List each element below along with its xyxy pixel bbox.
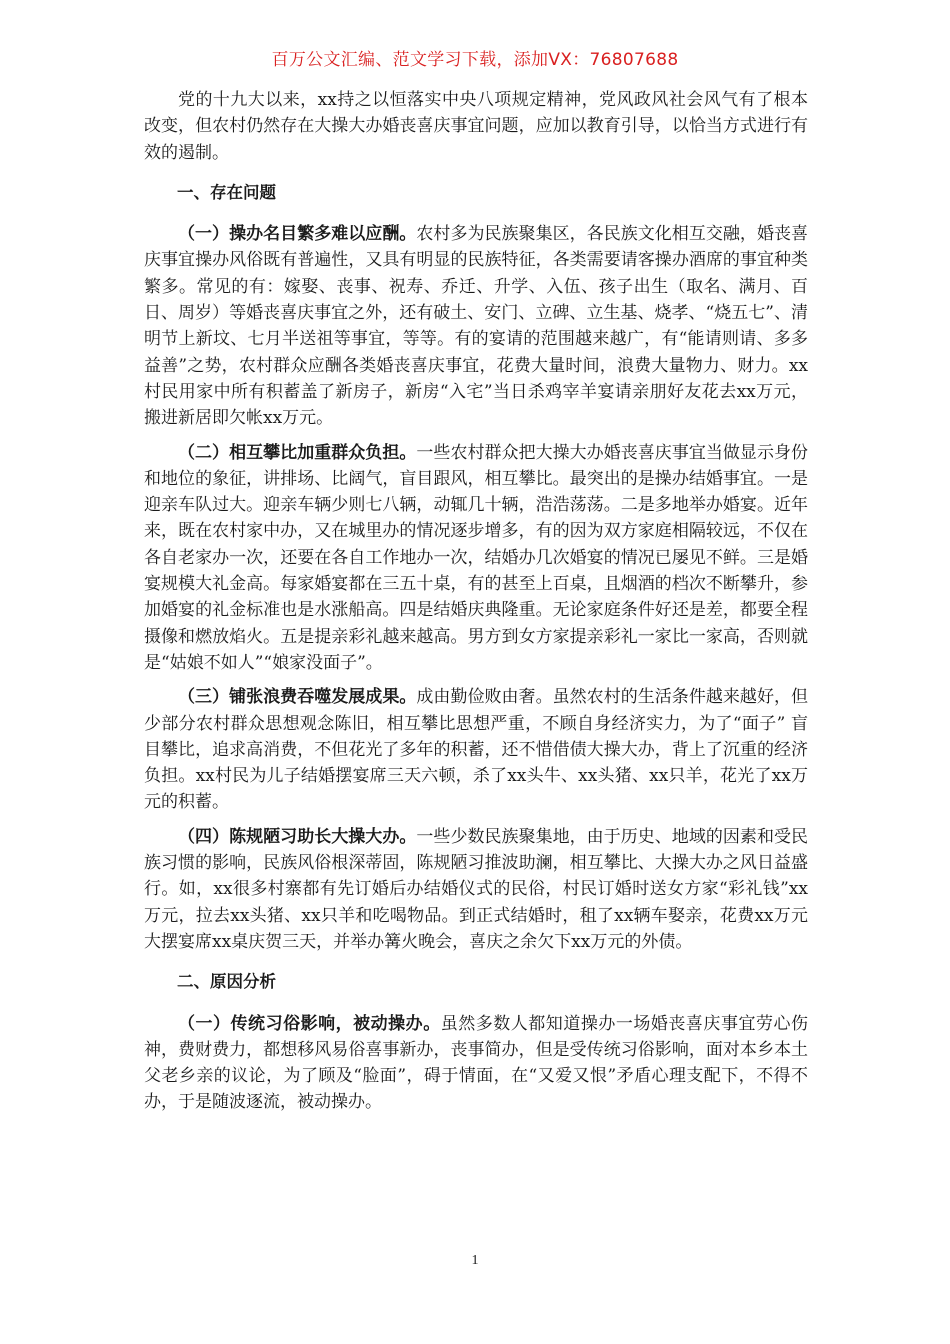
paragraph-lead: （三）铺张浪费吞噬发展成果。 — [178, 687, 417, 708]
problem-paragraph-2 — [144, 440, 808, 677]
problem-paragraph-3 — [144, 684, 808, 815]
paragraph-body: 成由勤俭败由奢。虽然农村的生活条件越来越好，但少部分农村群众思想观念陈旧，相互攀比思想严重，不顾自身经济实力，为了“面子” 盲目攀比，追求高消费，不但花光了多年的积蓄，还不惜借债大操大办，背上了沉重的经济负担。xx村民为儿子结婚摆宴席三天六顿，杀了xx头牛、xx头猪、xx只羊，花光了xx万元的积蓄。 — [144, 687, 809, 813]
paragraph-lead: （二）相互攀比加重群众负担。 — [178, 442, 417, 463]
paragraph-lead: （一）传统习俗影响，被动操办。 — [178, 1013, 441, 1034]
document-body — [144, 87, 808, 1124]
problem-paragraph-1 — [144, 221, 808, 431]
paragraph-lead: （一）操办名目繁多难以应酬。 — [178, 224, 417, 245]
paragraph-body: 一些农村群众把大操大办婚丧喜庆事宜当做显示身份和地位的象征，讲排场、比阔气，盲目跟风，相互攀比。最突出的是操办结婚事宜。一是迎亲车队过大。迎亲车辆少则七八辆，动辄几十辆，浩浩荡荡。二是多地举办婚宴。近年来，既在农村家中办，又在城里办的情况逐步增多，有的因为双方家庭相隔较远，不仅在各自老家办一次，还要在各自工作地办一次，结婚办几次婚宴的情况已屡见不鲜。三是婚宴规模大礼金高。每家婚宴都在三五十桌，有的甚至上百桌，且烟酒的档次不断攀升，参加婚宴的礼金标准也是水涨船高。四是结婚庆典隆重。无论家庭条件好还是差，都要全程摄像和燃放焰火。五是提亲彩礼越来越高。男方到女方家提亲彩礼一家比一家高，否则就是“姑娘不如人”“娘家没面子”。 — [144, 442, 809, 673]
section-heading-problems: 一、存在问题 — [177, 182, 276, 202]
paragraph-body: 虽然多数人都知道操办一场婚丧喜庆事宜劳心伤神，费财费力，都想移风易俗喜事新办，丧事简办，但是受传统习俗影响，面对本乡本土父老乡亲的议论，为了顾及“脸面”，碍于情面，在“又爱又恨”矛盾心理支配下，不得不办，于是随波逐流，被动操办。 — [144, 1013, 809, 1113]
paragraph-body: 农村多为民族聚集区，各民族文化相互交融，婚丧喜庆事宜操办风俗既有普遍性，又具有明显的民族特征，各类需要请客操办酒席的事宜种类繁多。常见的有：嫁娶、丧事、祝寿、乔迁、升学、入伍、孩子出生（取名、满月、百日、周岁）等婚丧喜庆事宜之外，还有破土、安门、立碑、立生基、烧孝、“烧五七”、清明节上新坟、七月半送祖等事宜，等等。有的宴请的范围越来越广，有“能请则请、多多益善”之势，农村群众应酬各类婚丧喜庆事宜，花费大量时间，浪费大量物力、财力。xx村民用家中所有积蓄盖了新房子，新房“入宅”当日杀鸡宰羊宴请亲朋好友花去xx万元，搬进新居即欠帐xx万元。 — [144, 224, 809, 429]
paragraph-lead: （四）陈规陋习助长大操大办。 — [178, 826, 417, 847]
paragraph-body: 一些少数民族聚集地，由于历史、地域的因素和受民族习惯的影响，民族风俗根深蒂固，陈规陋习推波助澜，相互攀比、大操大办之风日益盛行。如，xx很多村寨都有先订婚后办结婚仪式的民俗，村民订婚时送女方家“彩礼钱”xx万元，拉去xx头猪、xx只羊和吃喝物品。到正式结婚时，租了xx辆车娶亲，花费xx万元大摆宴席xx桌庆贺三天，并举办篝火晚会，喜庆之余欠下xx万元的外债。 — [144, 826, 809, 952]
section-heading-causes: 二、原因分析 — [177, 972, 276, 992]
page-number: 1 — [471, 1253, 479, 1268]
intro-paragraph: 党的十九大以来，xx持之以恒落实中央八项规定精神，党风政风社会风气有了根本改变，但农村仍然存在大操大办婚丧喜庆事宜问题，应加以教育引导，以恰当方式进行有效的遏制。 — [144, 90, 808, 163]
problem-paragraph-4 — [144, 824, 808, 955]
promo-banner: 百万公文汇编、范文学习下载，添加VX：76807688 — [271, 50, 679, 70]
cause-paragraph-1 — [144, 1011, 808, 1116]
